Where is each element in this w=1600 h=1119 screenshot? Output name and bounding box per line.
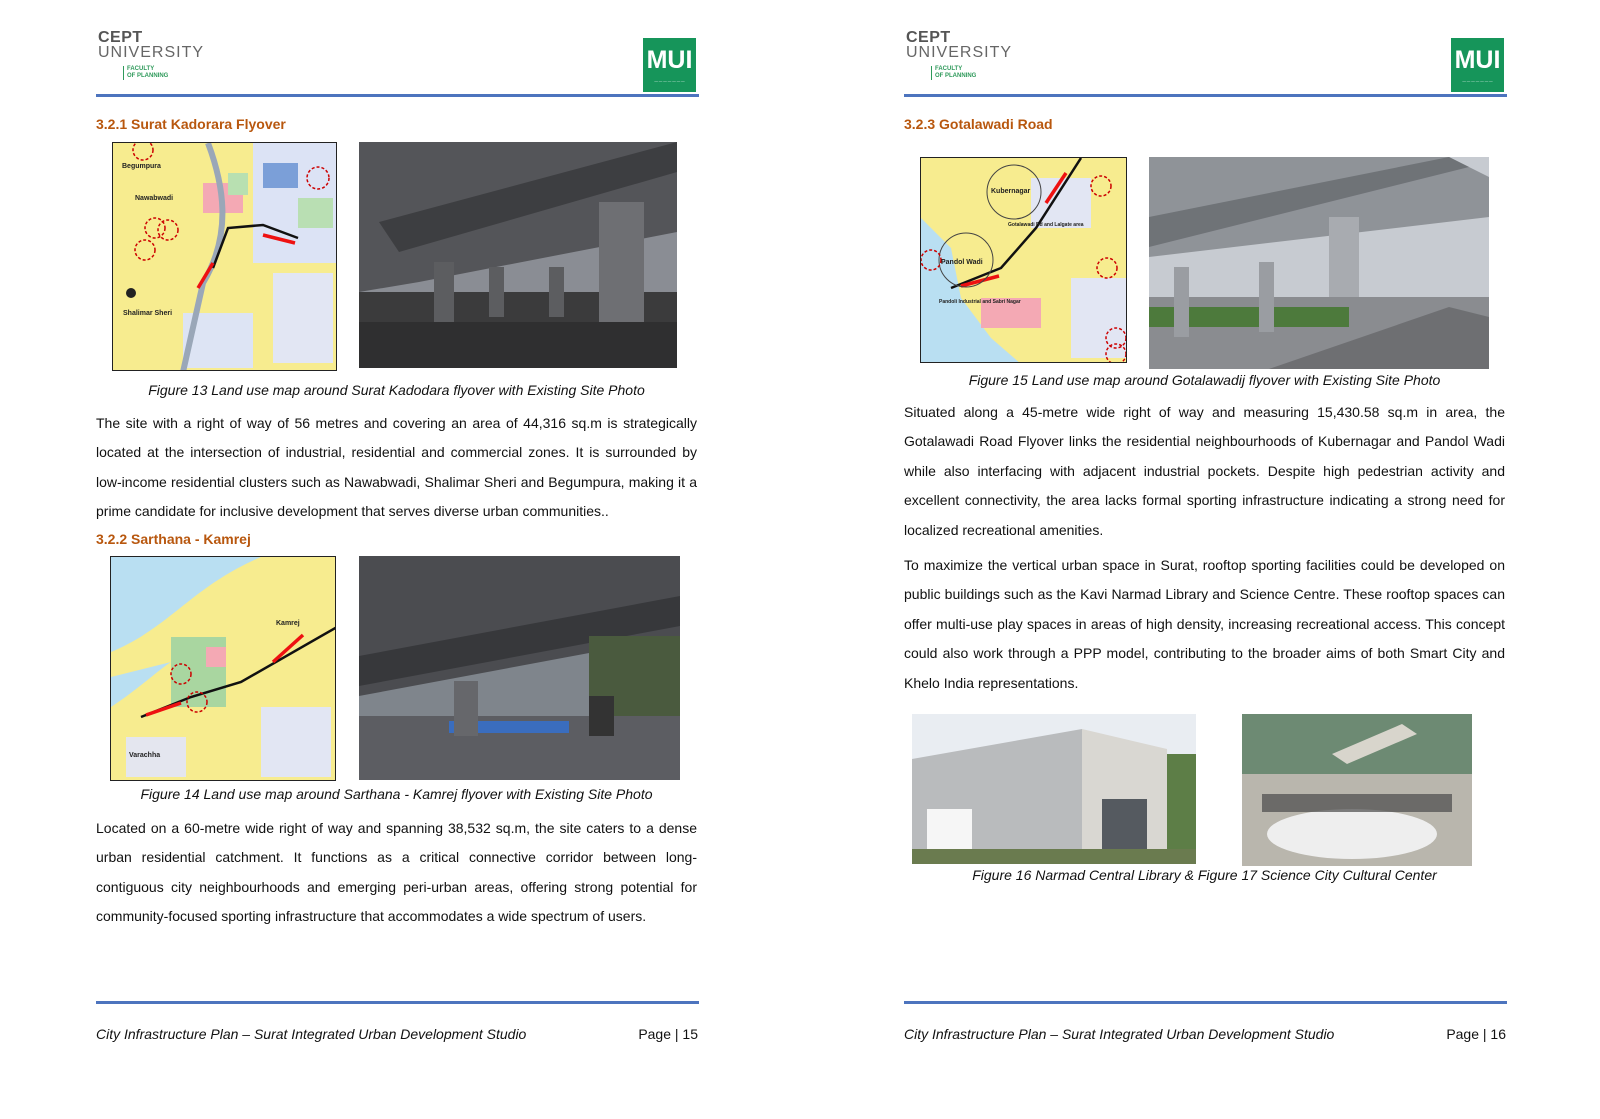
fig13-caption: Figure 13 Land use map around Surat Kadodara flyover with Existing Site Photo — [148, 382, 645, 398]
header-rule — [904, 94, 1507, 97]
heading-3-2-1: 3.2.1 Surat Kadorara Flyover — [96, 116, 286, 132]
footer-rule — [96, 1001, 699, 1004]
fig15-label-gotalawadi: Gotalawadi Rd and Lalgate area — [1008, 222, 1084, 228]
fig14-map-graphic — [111, 557, 336, 781]
fig15-label-kubernagar: Kubernagar — [991, 188, 1031, 195]
fig14-label-varachha: Varachha — [129, 752, 161, 759]
fig15-caption: Figure 15 Land use map around Gotalawadij flyover with Existing Site Photo — [968, 372, 1441, 388]
cept-university-logo — [906, 30, 1016, 82]
heading-3-2-3: 3.2.3 Gotalawadi Road — [904, 116, 1053, 132]
fig15-map-graphic — [921, 158, 1127, 363]
fig14-landuse-map — [110, 556, 336, 781]
fig15-label-pandol-wadi: Pandol Wadi — [941, 259, 983, 266]
page-16 — [808, 0, 1600, 1119]
cept-faculty-line2: OF PLANNING — [935, 73, 977, 79]
footer-title: City Infrastructure Plan – Surat Integrated Urban Development Studio — [904, 1026, 1335, 1042]
cept-faculty-line2: OF PLANNING — [127, 73, 169, 79]
footer-title: City Infrastructure Plan – Surat Integrated Urban Development Studio — [96, 1026, 527, 1042]
paragraph-3-2-3-a: Situated along a 45-metre wide right of way and measuring 15,430.58 sq.m in area, the Gotalawadi Road Flyover links the residential neighbourhoods of Kubernagar and Pandol Wadi while also interfacing with adjacent industrial pockets. Despite high pedestrian activity and excellent connectivity, the area lacks formal sporting infrastructure indicating a strong need for localized recreational amenities. — [904, 404, 1505, 538]
fig13-site-photo — [359, 142, 677, 368]
cept-logo-line1: CEPT — [98, 29, 143, 46]
paragraph-3-2-1: The site with a right of way of 56 metres and covering an area of 44,316 sq.m is strategically located at the intersection of industrial, residential and commercial zones. It is surrounded by low-income residential clusters such as Nawabwadi, Shalimar Sheri and Begumpura, making it a prime candidate for inclusive development that serves diverse urban communities.. — [96, 415, 697, 520]
mui-logo: MUI — — — — — — — — [643, 38, 696, 92]
cept-university-logo — [98, 30, 208, 82]
cept-logo-line1: CEPT — [906, 29, 951, 46]
paragraph-3-2-2: Located on a 60-metre wide right of way and spanning 38,532 sq.m, the site caters to a dense urban residential catchment. It functions as a critical connective corridor between long-contiguous city neighbourhoods and emerging peri-urban areas, offering strong potential for community-focused sporting infrastructure that accommodates a wide spectrum of users. — [96, 820, 697, 925]
mui-logo-text: MUI — [646, 46, 693, 74]
cept-logo-line2: UNIVERSITY — [906, 44, 1013, 61]
header-rule — [96, 94, 699, 97]
paragraph-3-2-3-b: To maximize the vertical urban space in Surat, rooftop sporting facilities could be developed on public buildings such as the Kavi Narmad Library and Science Centre. These rooftop spaces can offer multi-use play spaces in areas of high density, increasing recreational access. This concept could also work through a PPP model, contributing to the broader aims of both Smart City and Khelo India representations. — [904, 557, 1505, 691]
fig13-landuse-map — [112, 142, 337, 371]
fig14-site-photo — [359, 556, 680, 780]
fig14-caption: Figure 14 Land use map around Sarthana - Kamrej flyover with Existing Site Photo — [140, 786, 653, 802]
fig14-label-kamrej: Kamrej — [276, 620, 300, 627]
page-number: Page | 16 — [1446, 1026, 1506, 1042]
cept-faculty-line1: FACULTY — [127, 66, 155, 72]
fig17-science-city-photo — [1242, 714, 1472, 866]
fig13-map-graphic — [113, 143, 337, 371]
fig15-landuse-map — [920, 157, 1127, 363]
fig15-site-photo — [1149, 157, 1489, 369]
fig13-label-nawabwadi: Nawabwadi — [135, 195, 174, 202]
fig13-label-shalimar-sheri: Shalimar Sheri — [123, 310, 173, 317]
fig13-label-begumpura: Begumpura — [122, 163, 161, 170]
fig16-narmad-library-photo — [912, 714, 1196, 864]
cept-faculty-line1: FACULTY — [935, 66, 963, 72]
page-number: Page | 15 — [638, 1026, 698, 1042]
cept-logo-line2: UNIVERSITY — [98, 44, 205, 61]
heading-3-2-2: 3.2.2 Sarthana - Kamrej — [96, 531, 251, 547]
fig15-label-pandoli: Pandoli Industrial and Sabri Nagar — [939, 299, 1021, 305]
mui-logo-text: MUI — [1454, 46, 1501, 74]
fig16-17-caption: Figure 16 Narmad Central Library & Figure 17 Science City Cultural Center — [972, 867, 1437, 883]
footer-rule — [904, 1001, 1507, 1004]
mui-logo: MUI — — — — — — — — [1451, 38, 1504, 92]
